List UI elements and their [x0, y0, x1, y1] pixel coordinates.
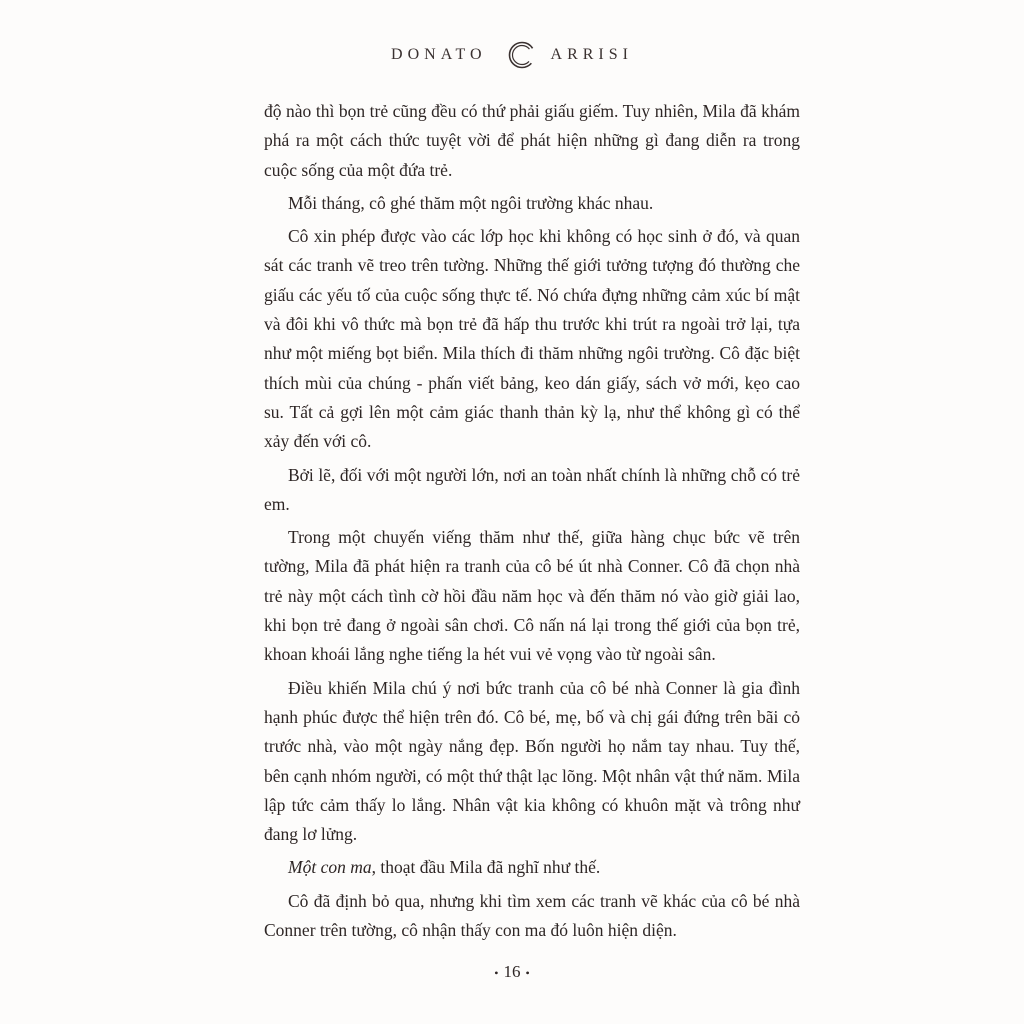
- folio-ornament-right: •: [525, 965, 530, 980]
- publisher-logo-c-icon: [506, 40, 536, 70]
- page-number: 16: [503, 962, 521, 981]
- paragraph-5: Trong một chuyến viếng thăm như thế, giữa hàng chục bức vẽ trên tường, Mila đã phát hiện ra tranh của cô bé út nhà Conner. Cô đã chọn nhà trẻ này một cách tình cờ hồi đầu năm học và đến thăm nó vào giờ giải lao, khi bọn trẻ đang ở ngoài sân chơi. Cô nấn ná lại trong thế giới của bọn trẻ, khoan khoái lắng nghe tiếng la hét vui vẻ vọng vào từ ngoài sân.: [264, 527, 800, 665]
- paragraph-4: Bởi lẽ, đối với một người lớn, nơi an toàn nhất chính là những chỗ có trẻ em.: [264, 464, 800, 514]
- italic-line-rest: , thoạt đầu Mila đã nghĩ như thế.: [371, 857, 601, 878]
- author-first-name: DONATO: [391, 46, 487, 63]
- folio-ornament-left: •: [494, 965, 499, 980]
- paragraph-3: Cô xin phép được vào các lớp học khi không có học sinh ở đó, và quan sát các tranh vẽ treo trên tường. Những thế giới tưởng tượng đó thường che giấu các yếu tố của cuộc sống thực tế. Nó chứa đựng những cảm xúc bí mật và đôi khi vô thức mà bọn trẻ đã hấp thu trước khi trút ra ngoài trở lại, tựa như một miếng bọt biển. Mila thích đi thăm những ngôi trường. Cô đặc biệt thích mùi của chúng - phấn viết bảng, keo dán giấy, sách vở mới, kẹo cao su. Tất cả gợi lên một cảm giác thanh thản kỳ lạ, như thể không gì có thể xảy đến với cô.: [264, 226, 800, 452]
- italic-phrase: Một con ma: [288, 857, 372, 878]
- paragraph-8: Cô đã định bỏ qua, nhưng khi tìm xem các tranh vẽ khác của cô bé nhà Conner trên tường, cô nhận thấy con ma đó luôn hiện diện.: [264, 890, 800, 941]
- body-text: [264, 97, 800, 949]
- paragraph-6: Điều khiến Mila chú ý nơi bức tranh của cô bé nhà Conner là gia đình hạnh phúc được thể hiện trên đó. Cô bé, mẹ, bố và chị gái đứng trên bãi cỏ trước nhà, vào một ngày nắng đẹp. Bốn người họ nắm tay nhau. Tuy thế, bên cạnh nhóm người, có một thứ thật lạc lõng. Một nhân vật thứ năm. Mila lập tức cảm thấy lo lắng. Nhân vật kia không có khuôn mặt và trông như đang lơ lửng.: [264, 677, 800, 845]
- author-last-name: ARRISI: [550, 46, 633, 63]
- paragraph-7: [264, 853, 800, 882]
- running-header: [0, 40, 1024, 70]
- paragraph-2: Mỗi tháng, cô ghé thăm một ngôi trường khác nhau.: [288, 192, 654, 213]
- paragraph-1: độ nào thì bọn trẻ cũng đều có thứ phải giấu giếm. Tuy nhiên, Mila đã khám phá ra một cách thức tuyệt vời để phát hiện những gì đang diễn ra trong cuộc sống của một đứa trẻ.: [264, 101, 800, 180]
- page-number-footer: [0, 962, 1024, 982]
